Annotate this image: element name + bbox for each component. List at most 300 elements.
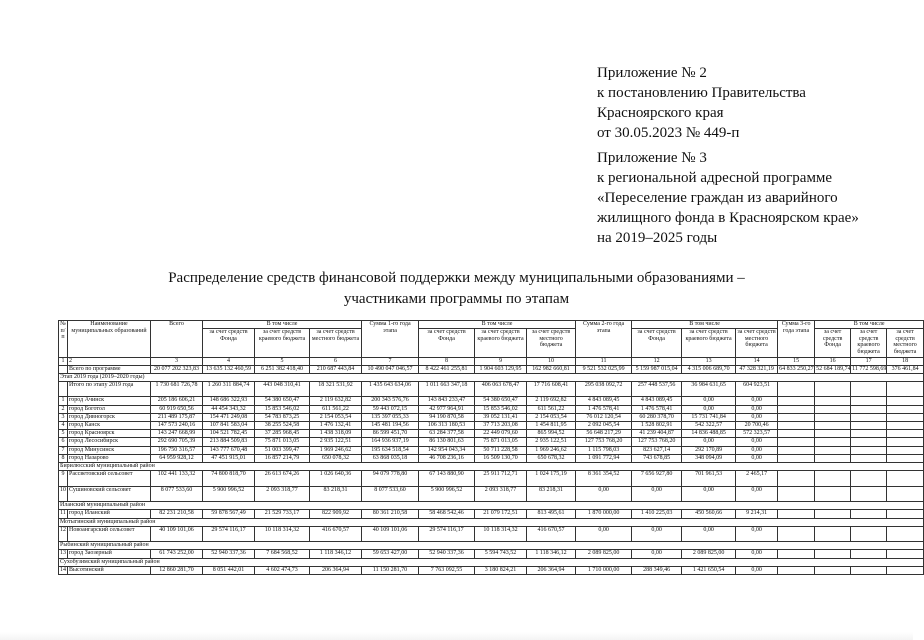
table-cell: 8 077 533,60	[362, 486, 419, 502]
table-cell	[887, 430, 924, 438]
appendix-3-line: жилищного фонда в Красноярском крае»	[597, 210, 859, 226]
row-label: Всего по программе	[68, 365, 151, 373]
table-cell: 2 093 318,77	[255, 486, 310, 502]
table-cell: 54 783 873,25	[255, 413, 310, 421]
header-fund: за счет средств Фонда	[815, 329, 851, 358]
header-stage3: Сумма 3-го года этапа	[778, 321, 815, 358]
table-cell	[887, 526, 924, 542]
table-cell: 83 218,31	[527, 486, 576, 502]
table-cell: 1 011 663 347,18	[419, 381, 475, 397]
table-cell: 2 935 122,51	[310, 438, 362, 446]
table-cell: 64 959 928,12	[151, 454, 203, 462]
table-cell: 2	[59, 405, 68, 413]
appendix-2-line: Красноярского края	[597, 105, 724, 121]
table-cell: 39 052 131,41	[475, 413, 527, 421]
table-cell: 1 118 346,12	[527, 550, 576, 558]
table-row	[59, 446, 924, 454]
municipality-name: Высотинский	[68, 566, 151, 574]
table-cell: 0,00	[682, 397, 736, 405]
table-cell: 17 716 608,41	[527, 381, 576, 397]
table-cell: 127 753 768,20	[576, 438, 632, 446]
table-cell: 5	[255, 358, 310, 366]
table-cell	[778, 486, 815, 502]
header-incl-3: В том числе	[632, 321, 778, 329]
table-cell: 51 003 399,47	[255, 446, 310, 454]
table-cell: 2 119 632,82	[310, 397, 362, 405]
table-cell: 37 285 968,45	[255, 430, 310, 438]
table-cell: 15 853 546,02	[255, 405, 310, 413]
table-cell: 12 860 281,70	[151, 566, 203, 574]
table-cell: 572 323,57	[736, 430, 778, 438]
table-cell: 650 678,32	[527, 454, 576, 462]
municipality-name: город Ачинск	[68, 397, 151, 405]
district-row	[59, 542, 924, 550]
table-cell: 16	[815, 358, 851, 366]
table-cell: 0,00	[736, 486, 778, 502]
header-stage1: Сумма 1-го года этапа	[362, 321, 419, 358]
table-cell: 164 936 937,19	[362, 438, 419, 446]
municipality-name: город Красноярск	[68, 430, 151, 438]
table-cell	[778, 422, 815, 430]
district-label: Иланский муниципальный район	[59, 502, 924, 510]
table-cell: 86 130 801,63	[419, 438, 475, 446]
table-cell: 147 573 240,16	[151, 422, 203, 430]
header-no: № п/п	[59, 321, 68, 358]
table-cell: 80 361 210,58	[362, 510, 419, 518]
table-cell: 376 461,84	[887, 365, 924, 373]
municipality-name: город Дивногорск	[68, 413, 151, 421]
table-cell: 1 969 246,62	[527, 446, 576, 454]
table-cell: 8	[419, 358, 475, 366]
table-cell: 143 777 670,48	[203, 446, 255, 454]
header-fund: за счет средств Фонда	[632, 329, 682, 358]
table-cell: 200 343 576,76	[362, 397, 419, 405]
appendix-2-block	[597, 63, 806, 143]
table-cell: 8 361 354,52	[576, 471, 632, 487]
appendix-3-line: «Переселение граждан из аварийного	[597, 190, 838, 206]
district-label: Сухобузимский муниципальный район	[59, 558, 924, 566]
table-cell: 9 521 532 025,99	[576, 365, 632, 373]
table-cell: 11	[60, 510, 66, 517]
table-cell: 443 048 310,41	[255, 381, 310, 397]
table-cell: 10 490 047 046,57	[362, 365, 419, 373]
table-cell: 1 710 000,00	[576, 566, 632, 574]
table-cell: 813 495,61	[527, 510, 576, 518]
table-cell: 142 954 043,34	[419, 446, 475, 454]
table-cell	[851, 430, 887, 438]
table-cell	[887, 471, 924, 487]
header-name: Наименование муниципальных образований	[68, 321, 151, 358]
table-cell: 14 836 488,85	[682, 430, 736, 438]
table-cell: 54 380 650,47	[255, 397, 310, 405]
table-cell: 9	[59, 471, 68, 487]
table-cell: 60 919 650,56	[151, 405, 203, 413]
municipality-name: город Боготол	[68, 405, 151, 413]
program-total-row	[59, 365, 924, 373]
table-cell: 61 743 252,00	[151, 550, 203, 558]
stage-label: Этап 2019 года (2019–2020 годы)	[59, 373, 924, 381]
table-cell	[815, 422, 851, 430]
table-cell	[778, 454, 815, 462]
table-cell: 5 900 996,52	[203, 486, 255, 502]
table-cell	[851, 446, 887, 454]
table-cell: 21 079 172,51	[475, 510, 527, 518]
appendix-3-block	[597, 148, 859, 248]
table-cell	[887, 510, 924, 518]
table-cell: 40 109 101,06	[362, 526, 419, 542]
appendix-2-line: к постановлению Правительства	[597, 85, 806, 101]
district-label: Мотыгинский муниципальный район	[59, 518, 924, 526]
table-cell	[778, 446, 815, 454]
table-cell: 11 150 281,70	[362, 566, 419, 574]
municipality-name: город Заозерный	[68, 550, 151, 558]
table-cell: 1 438 318,09	[310, 430, 362, 438]
table-cell: 10	[59, 486, 68, 502]
table-cell: 1 410 225,03	[632, 510, 682, 518]
table-cell	[851, 550, 887, 558]
document-title	[40, 268, 873, 310]
table-row	[59, 454, 924, 462]
table-cell: 107 841 583,04	[203, 422, 255, 430]
table-cell: 211 489 175,87	[151, 413, 203, 421]
document-title-line: Распределение средств финансовой поддержки между муниципальными образованиями –	[168, 270, 745, 286]
table-cell: 1	[59, 358, 68, 366]
table-cell: 63 284 377,58	[419, 430, 475, 438]
table-cell: 1 870 000,00	[576, 510, 632, 518]
header-region: за счет средств краевого бюджета	[682, 329, 736, 358]
document-title-line: участниками программы по этапам	[343, 291, 570, 307]
table-cell: 25 911 712,71	[475, 471, 527, 487]
table-cell: 3	[151, 358, 203, 366]
table-cell	[887, 566, 924, 574]
municipality-name: город Лесосибирск	[68, 438, 151, 446]
table-cell: 1 091 772,94	[576, 454, 632, 462]
table-cell: 0,00	[632, 550, 682, 558]
table-row	[59, 413, 924, 421]
table-cell: 823 627,14	[632, 446, 682, 454]
table-cell: 20 700,46	[736, 422, 778, 430]
column-number-row	[59, 358, 924, 366]
table-cell: 21 529 733,17	[255, 510, 310, 518]
table-cell: 205 186 606,21	[151, 397, 203, 405]
table-cell	[815, 471, 851, 487]
header-incl-1: В том числе	[203, 321, 362, 329]
table-row	[59, 486, 924, 502]
table-cell: 59 878 567,49	[203, 510, 255, 518]
header-incl-4: В том числе	[815, 321, 924, 329]
table-cell: 12	[59, 526, 68, 542]
stage-label-row	[59, 373, 924, 381]
appendix-2-line: от 30.05.2023 № 449-п	[597, 125, 740, 141]
table-cell: 348 094,09	[682, 454, 736, 462]
table-cell: 213 884 509,83	[203, 438, 255, 446]
table-cell: 22 449 079,60	[475, 430, 527, 438]
table-cell: 2 465,17	[736, 471, 778, 487]
municipality-name: Сушиновский сельсовет	[68, 486, 151, 502]
table-row	[59, 430, 924, 438]
table-cell	[815, 550, 851, 558]
table-cell	[815, 413, 851, 421]
table-cell: 1 476 132,41	[310, 422, 362, 430]
table-cell: 292 170,89	[682, 446, 736, 454]
header-region: за счет средств краевого бюджета	[475, 329, 527, 358]
table-cell: 416 670,57	[310, 526, 362, 542]
table-cell: 148 686 322,93	[203, 397, 255, 405]
table-cell: 6	[310, 358, 362, 366]
table-cell	[778, 413, 815, 421]
table-cell: 0,00	[736, 526, 778, 542]
municipality-name: город Иланский	[68, 510, 151, 518]
table-cell: 9	[475, 358, 527, 366]
table-cell	[887, 438, 924, 446]
table-cell: 15	[778, 358, 815, 366]
table-cell: 1	[59, 397, 68, 405]
table-cell: 94 079 778,80	[362, 471, 419, 487]
table-cell: 127 753 768,20	[632, 438, 682, 446]
appendix-2-line: Приложение № 2	[597, 65, 707, 81]
table-cell: 206 364,94	[310, 566, 362, 574]
header-local: за счет средств местного бюджета	[736, 329, 778, 358]
header-local: за счет средств местного бюджета	[310, 329, 362, 358]
table-cell: 8 051 442,01	[203, 566, 255, 574]
table-cell	[851, 471, 887, 487]
table-cell: 1 476 578,41	[632, 405, 682, 413]
table-cell: 288 349,46	[632, 566, 682, 574]
table-cell	[887, 486, 924, 502]
table-cell: 0,00	[576, 486, 632, 502]
table-cell: 50 711 228,58	[475, 446, 527, 454]
table-cell	[815, 566, 851, 574]
table-cell: 7	[362, 358, 419, 366]
appendix-3-line: на 2019–2025 годы	[597, 230, 718, 246]
municipality-name: Рассветовский сельсовет	[68, 471, 151, 487]
table-cell: 44 454 343,32	[203, 405, 255, 413]
table-cell: 2 119 692,82	[527, 397, 576, 405]
table-cell: 4 602 474,73	[255, 566, 310, 574]
table-cell: 8 422 461 255,81	[419, 365, 475, 373]
table-cell: 2	[68, 358, 151, 366]
table-cell	[851, 454, 887, 462]
table-cell: 37 713 203,08	[475, 422, 527, 430]
table-cell: 1 476 578,41	[576, 405, 632, 413]
table-cell: 102 441 133,32	[151, 471, 203, 487]
table-cell: 0,00	[736, 438, 778, 446]
table-body	[59, 358, 924, 575]
table-cell: 52 684 189,74	[816, 365, 851, 372]
header-fund: за счет средств Фонда	[203, 329, 255, 358]
district-row	[59, 502, 924, 510]
municipality-name: город Канск	[68, 422, 151, 430]
table-cell: 1 118 346,12	[310, 550, 362, 558]
table-cell: 604 923,51	[736, 381, 778, 397]
table-cell: 1 435 643 634,06	[362, 381, 419, 397]
table-cell: 59 443 072,15	[362, 405, 419, 413]
table-cell: 3	[59, 413, 68, 421]
table-cell: 11	[576, 358, 632, 366]
table-cell: 701 961,53	[682, 471, 736, 487]
table-cell	[778, 471, 815, 487]
table-cell: 2 154 053,54	[527, 413, 576, 421]
table-cell: 295 038 092,72	[576, 381, 632, 397]
table-cell	[778, 550, 815, 558]
table-cell: 29 574 116,17	[419, 526, 475, 542]
table-cell: 1 260 311 884,74	[203, 381, 255, 397]
header-region: за счет средств краевого бюджета	[851, 329, 887, 358]
table-cell	[815, 486, 851, 502]
table-cell: 46 708 236,16	[419, 454, 475, 462]
table-cell: 0,00	[736, 566, 778, 574]
table-cell: 416 670,57	[527, 526, 576, 542]
table-cell: 865 994,52	[527, 430, 576, 438]
table-cell: 12	[632, 358, 682, 366]
table-cell: 0,00	[682, 405, 736, 413]
table-row	[59, 438, 924, 446]
table-cell: 292 690 705,39	[151, 438, 203, 446]
table-cell: 0,00	[736, 454, 778, 462]
table-cell: 13	[60, 550, 66, 557]
table-row	[59, 526, 924, 542]
table-cell: 63 868 035,18	[362, 454, 419, 462]
table-cell: 0,00	[736, 397, 778, 405]
table-cell: 13 635 132 460,59	[203, 365, 255, 373]
table-cell: 7 763 092,55	[419, 566, 475, 574]
table-cell	[59, 381, 68, 397]
table-cell: 59 653 427,00	[362, 550, 419, 558]
table-cell	[815, 454, 851, 462]
table-cell: 60 280 378,70	[632, 413, 682, 421]
table-cell: 47 328 321,19	[736, 365, 778, 373]
table-cell	[851, 422, 887, 430]
table-cell: 7	[59, 446, 68, 454]
table-cell	[887, 422, 924, 430]
table-cell: 10 118 314,32	[255, 526, 310, 542]
table-cell	[887, 397, 924, 405]
municipality-name: город Минусинск	[68, 446, 151, 454]
table-cell: 2 092 045,54	[576, 422, 632, 430]
table-cell	[887, 405, 924, 413]
table-cell: 5	[59, 430, 68, 438]
district-label: Рыбинский муниципальный район	[59, 542, 924, 550]
appendix-3-line: Приложение № 3	[597, 150, 707, 166]
table-cell	[887, 446, 924, 454]
district-row	[59, 558, 924, 566]
table-cell: 145 481 194,56	[362, 422, 419, 430]
table-cell: 1 528 802,91	[632, 422, 682, 430]
table-cell: 58 468 542,46	[419, 510, 475, 518]
table-cell: 0,00	[736, 550, 778, 558]
table-cell: 52 940 337,36	[203, 550, 255, 558]
table-cell: 5 900 996,52	[419, 486, 475, 502]
table-cell: 38 255 524,58	[255, 422, 310, 430]
table-cell: 4 843 089,45	[576, 397, 632, 405]
table-cell: 1 969 246,62	[310, 446, 362, 454]
table-cell	[778, 510, 815, 518]
table-cell: 83 218,31	[310, 486, 362, 502]
table-cell: 9 214,31	[736, 510, 778, 518]
table-cell: 2 093 318,77	[475, 486, 527, 502]
table-cell	[815, 405, 851, 413]
municipality-name: Новоангарский сельсовет	[68, 526, 151, 542]
table-cell: 4 315 006 689,70	[682, 365, 736, 373]
table-cell: 74 800 818,70	[203, 471, 255, 487]
table-cell: 18 321 531,92	[310, 381, 362, 397]
table-cell: 7 656 927,80	[632, 471, 682, 487]
table-cell: 5 594 743,52	[475, 550, 527, 558]
table-cell: 94 190 870,58	[419, 413, 475, 421]
table-cell: 0,00	[576, 526, 632, 542]
table-cell: 135 397 055,33	[362, 413, 419, 421]
table-cell: 650 078,32	[310, 454, 362, 462]
table-cell	[887, 413, 924, 421]
header-incl-2: В том числе	[419, 321, 576, 329]
table-cell: 611 561,22	[310, 405, 362, 413]
table-cell	[887, 550, 924, 558]
table-cell	[815, 510, 851, 518]
table-cell: 52 940 337,36	[419, 550, 475, 558]
table-cell: 75 871 013,05	[255, 438, 310, 446]
table-cell: 210 687 443,84	[310, 365, 362, 373]
table-cell: 162 982 660,81	[527, 365, 576, 373]
table-cell	[851, 510, 887, 518]
header-total: Всего	[151, 321, 203, 358]
table-cell: 42 977 964,91	[419, 405, 475, 413]
table-cell: 2 154 053,54	[310, 413, 362, 421]
header-region: за счет средств краевого бюджета	[255, 329, 310, 358]
table-cell: 26 613 674,26	[255, 471, 310, 487]
table-row	[59, 550, 924, 558]
table-cell: 17	[851, 358, 887, 366]
table-cell: 406 063 678,47	[475, 381, 527, 397]
table-cell: 29 574 116,17	[203, 526, 255, 542]
table-cell	[778, 381, 815, 397]
table-cell: 56 648 217,29	[576, 430, 632, 438]
table-cell: 143 843 233,47	[419, 397, 475, 405]
table-cell: 450 560,66	[682, 510, 736, 518]
table-cell: 822 909,92	[310, 510, 362, 518]
table-cell: 5 159 987 015,04	[632, 365, 682, 373]
table-cell: 0,00	[632, 486, 682, 502]
table-cell	[815, 446, 851, 454]
table-cell	[851, 526, 887, 542]
table-cell: 257 448 537,56	[632, 381, 682, 397]
header-fund: за счет средств Фонда	[419, 329, 475, 358]
table-cell: 8	[59, 454, 68, 462]
table-cell: 67 143 880,90	[419, 471, 475, 487]
table-cell	[778, 438, 815, 446]
table-cell: 0,00	[736, 405, 778, 413]
table-cell	[851, 566, 887, 574]
header-stage2: Сумма 2-го года этапа	[576, 321, 632, 358]
table-cell	[887, 454, 924, 462]
table-cell: 64 833 250,27	[779, 365, 814, 372]
table-cell: 106 313 180,53	[419, 422, 475, 430]
table-cell: 1 730 681 726,78	[151, 381, 203, 397]
scan-edge	[0, 632, 913, 640]
table-cell: 86 599 451,70	[362, 430, 419, 438]
table-cell: 11 772 598,69	[852, 365, 887, 372]
table-cell: 6 251 382 418,40	[255, 365, 310, 373]
table-cell: 16 857 214,79	[255, 454, 310, 462]
district-row	[59, 462, 924, 470]
appendix-3-line: к региональной адресной программе	[597, 170, 833, 186]
table-cell: 14	[60, 566, 66, 573]
distribution-table	[58, 320, 924, 575]
table-cell	[59, 365, 68, 373]
table-row	[59, 471, 924, 487]
table-row	[59, 422, 924, 430]
table-cell	[778, 430, 815, 438]
table-cell	[815, 438, 851, 446]
